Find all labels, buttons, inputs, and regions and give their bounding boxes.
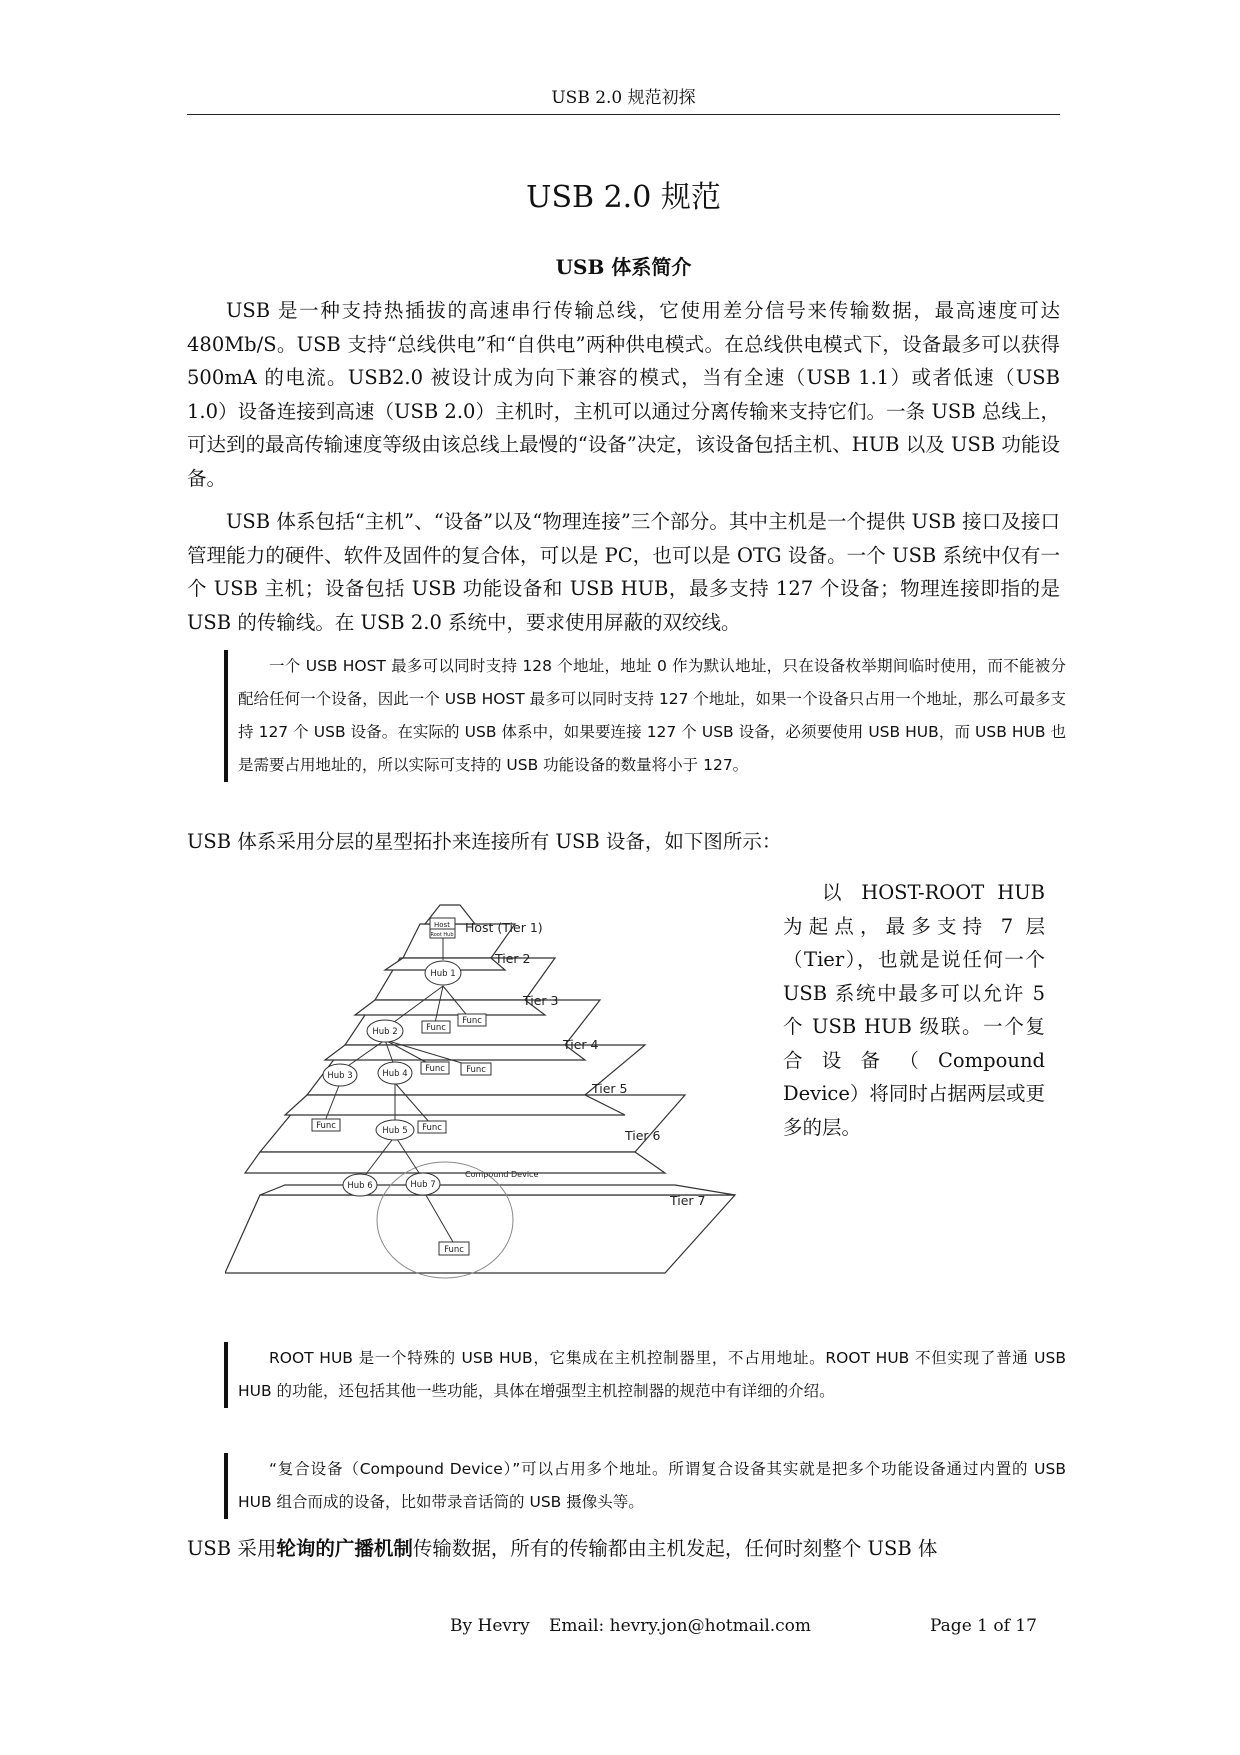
tier-7-label: Tier 7	[670, 1193, 706, 1208]
tier-3-label: Tier 3	[523, 993, 559, 1008]
paragraph-usb-system: USB 体系包括“主机”、“设备”以及“物理连接”三个部分。其中主机是一个提供 USB 接口及接口管理能力的硬件、软件及固件的复合体，可以是 PC，也可以是 OTG 设备。一个 USB 系统中仅有一个 USB 主机；设备包括 USB 功能设备和 USB HUB，最多支持 127 个设备；物理连接即指的是 USB 的传输线。在 USB 2.0 系统中，要求使用屏蔽的双绞线。	[187, 510, 1060, 634]
compound-device-label: Compound Device	[465, 1170, 539, 1179]
paragraph-usb-overview: USB 是一种支持热插拔的高速串行传输总线，它使用差分信号来传输数据，最高速度可达 480Mb/S。USB 支持“总线供电”和“自供电”两种供电模式。在总线供电模式下，设备最多可以获得 500mA 的电流。USB2.0 被设计成为向下兼容的模式，当有全速（USB 1.1）或者低速（USB 1.0）设备连接到高速（USB 2.0）主机时，主机可以通过分离传输来支持它们。一条 USB 总线上，可达到的最高传输速度等级由该总线上最慢的“设备”决定，该设备包括主机、HUB 以及 USB 功能设备。	[187, 299, 1060, 490]
side-text-tiers: 以 HOST-ROOT HUB 为起点，最多支持 7 层（Tier），也就是说任何一个 USB 系统中最多可以允许 5 个 USB HUB 级联。一个复合设备（Compound Device）将同时占据两层或更多的层。	[783, 881, 1045, 1139]
paragraph-topology-intro: USB 体系采用分层的星型拓扑来连接所有 USB 设备，如下图所示：	[187, 830, 782, 853]
tier-6-label: Tier 6	[625, 1128, 661, 1143]
tier-5-base	[285, 1095, 625, 1115]
tier-4-base	[325, 1045, 585, 1060]
footer-author: By Hevry	[450, 1616, 530, 1636]
running-header: USB 2.0 规范初探	[551, 88, 696, 108]
note-compound-device	[224, 1453, 1066, 1519]
hub-7-label: Hub 7	[410, 1180, 436, 1190]
hub-1-label: Hub 1	[430, 969, 456, 979]
host-label: Host	[434, 921, 450, 929]
tier-1-label: Host (Tier 1)	[465, 920, 543, 935]
tier-topology-figure	[225, 890, 760, 1310]
tier-pyramid-diagram	[225, 890, 760, 1310]
func-label: Func	[316, 1121, 336, 1131]
note-text: 一个 USB HOST 最多可以同时支持 128 个地址，地址 0 作为默认地址，只在设备枚举期间临时使用，而不能被分配给任何一个设备，因此一个 USB HOST 最多可以同时支持 127 个地址，如果一个设备只占用一个地址，那么可最多支持 127 个 USB 设备。在实际的 USB 体系中，如果要连接 127 个 USB 设备，必须要使用 USB HUB，而 USB HUB 也是需要占用地址的，所以实际可支持的 USB 功能设备的数量将小于 127。	[238, 657, 1066, 774]
tier-3-base	[355, 1000, 545, 1015]
tier-7-layer	[225, 1195, 735, 1273]
polling-text-after: 传输数据，所有的传输都由主机发起，任何时刻整个 USB 体	[412, 1537, 938, 1560]
func-label: Func	[462, 1016, 482, 1026]
polling-text-bold: 轮询的广播机制	[276, 1537, 413, 1560]
tier-2-label: Tier 2	[495, 951, 531, 966]
note-usb-host-addresses	[224, 650, 1066, 782]
root-hub-label: Root Hub	[430, 932, 454, 938]
tier-7-top	[260, 1185, 735, 1195]
note-text: ROOT HUB 是一个特殊的 USB HUB，它集成在主机控制器里，不占用地址。ROOT HUB 不但实现了普通 USB HUB 的功能，还包括其他一些功能，具体在增强型主机控制器的规范中有详细的介绍。	[238, 1349, 1066, 1400]
hub-2-label: Hub 2	[372, 1027, 398, 1037]
tier-5-label: Tier 5	[592, 1081, 628, 1096]
hub-4-label: Hub 4	[382, 1069, 408, 1079]
footer-email: Email: hevry.jon@hotmail.com	[549, 1616, 812, 1636]
header-rule	[187, 114, 1060, 115]
polling-text-before: USB 采用	[187, 1537, 277, 1560]
hub-6-label: Hub 6	[347, 1181, 373, 1191]
paragraph-polling	[187, 1532, 1060, 1566]
footer-page-number: Page 1 of 17	[930, 1616, 1037, 1636]
hub-5-label: Hub 5	[382, 1126, 408, 1136]
func-label: Func	[422, 1123, 442, 1133]
hub-3-label: Hub 3	[327, 1071, 353, 1081]
document-title: USB 2.0 规范	[526, 180, 721, 215]
func-label: Func	[444, 1245, 464, 1255]
note-text: “复合设备（Compound Device）”可以占用多个地址。所谓复合设备其实就是把多个功能设备通过内置的 USB HUB 组合而成的设备，比如带录音话筒的 USB 摄像头等。	[238, 1460, 1066, 1511]
func-label: Func	[466, 1065, 486, 1075]
func-label: Func	[426, 1023, 446, 1033]
tier-4-label: Tier 4	[563, 1037, 599, 1052]
note-root-hub	[224, 1342, 1066, 1408]
section-title: USB 体系简介	[555, 255, 692, 279]
func-label: Func	[425, 1064, 445, 1074]
